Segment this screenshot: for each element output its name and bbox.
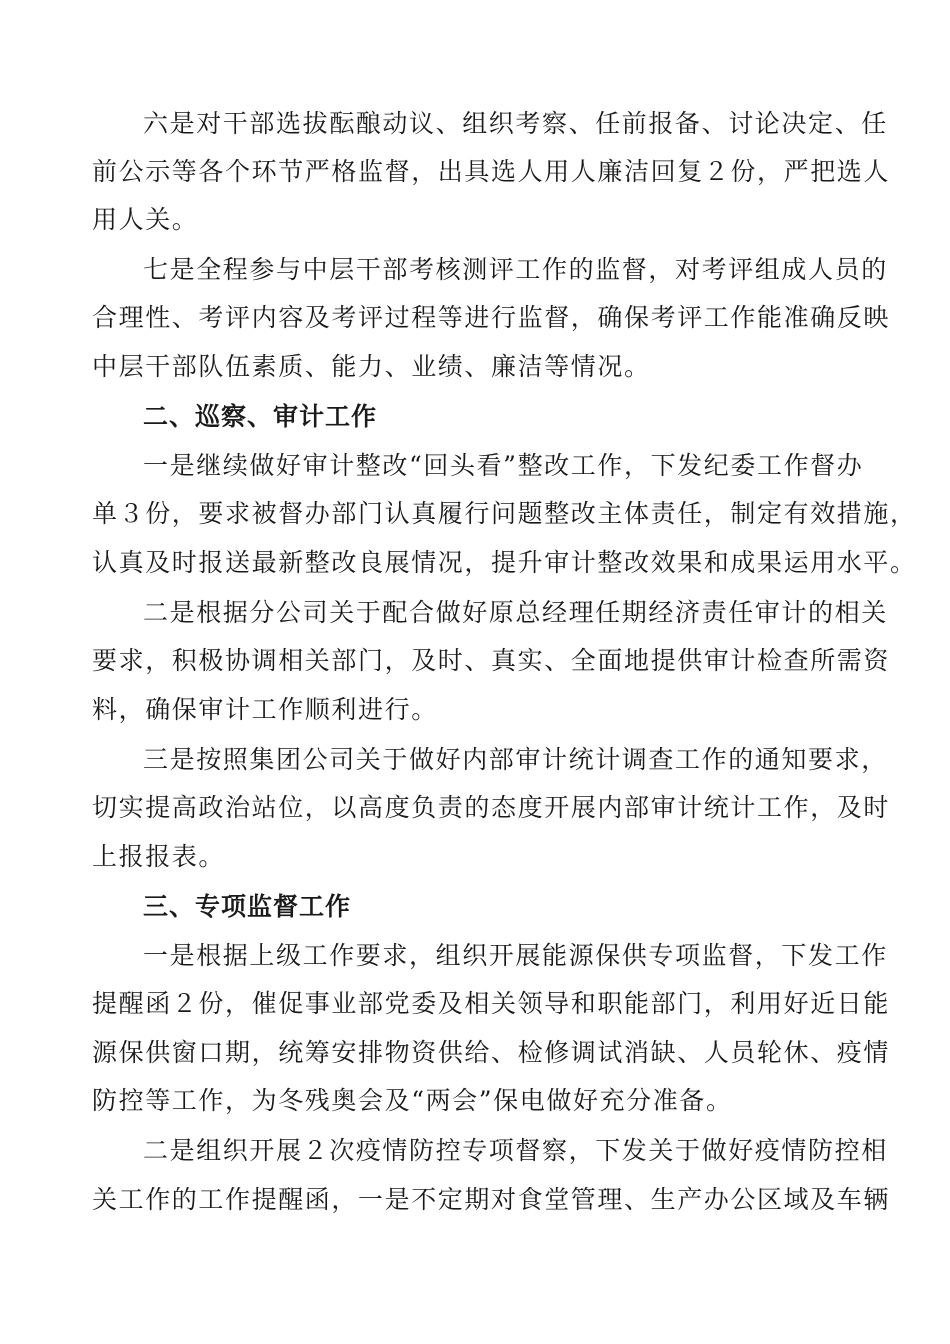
paragraph-line: 认真及时报送最新整改良展情况，提升审计整改效果和成果运用水平。 — [92, 548, 917, 577]
paragraph-line: 用人关。 — [92, 205, 199, 234]
paragraph-line: 关工作的工作提醒函，一是不定期对食堂管理、生产办公区域及车辆 — [92, 1185, 891, 1214]
paragraph-line: 切实提高政治站位，以高度负责的态度开展内部审计统计工作，及时 — [92, 793, 891, 822]
section-heading: 二、巡察、审计工作 — [143, 402, 378, 431]
paragraph-line: 上报报表。 — [92, 842, 226, 871]
paragraph-line: 一是继续做好审计整改“回头看”整改工作，下发纪委工作督办 — [143, 451, 864, 480]
paragraph-line: 单３份，要求被督办部门认真履行问题整改主体责任，制定有效措施， — [92, 499, 917, 528]
paragraph-line: 防控等工作，为冬残奥会及“两会”保电做好充分准备。 — [92, 1086, 733, 1115]
section-heading: 三、专项监督工作 — [143, 892, 352, 921]
paragraph-line: 料，确保审计工作顺利进行。 — [92, 695, 438, 724]
paragraph-line: 三是按照集团公司关于做好内部审计统计调查工作的通知要求， — [143, 745, 888, 774]
paragraph-line: 中层干部队伍素质、能力、业绩、廉洁等情况。 — [92, 352, 651, 381]
paragraph-line: 一是根据上级工作要求，组织开展能源保供专项监督，下发工作 — [143, 941, 888, 970]
paragraph-line: 提醒函２份，催促事业部党委及相关领导和职能部门，利用好近日能 — [92, 989, 891, 1018]
paragraph-line: 六是对干部选拔酝酿动议、组织考察、任前报备、讨论决定、任 — [143, 109, 888, 138]
paragraph-line: 二是根据分公司关于配合做好原总经理任期经济责任审计的相关 — [143, 598, 888, 627]
paragraph-line: 七是全程参与中层干部考核测评工作的监督，对考评组成人员的 — [143, 255, 888, 284]
paragraph-line: 二是组织开展２次疫情防控专项督察，下发关于做好疫情防控相 — [143, 1136, 888, 1165]
paragraph-line: 合理性、考评内容及考评过程等进行监督，确保考评工作能准确反映 — [92, 303, 891, 332]
paragraph-line: 源保供窗口期，统筹安排物资供给、检修调试消缺、人员轮休、疫情 — [92, 1038, 891, 1067]
paragraph-line: 前公示等各个环节严格监督，出具选人用人廉洁回复２份，严把选人 — [92, 157, 891, 186]
paragraph-line: 要求，积极协调相关部门，及时、真实、全面地提供审计检查所需资 — [92, 646, 891, 675]
